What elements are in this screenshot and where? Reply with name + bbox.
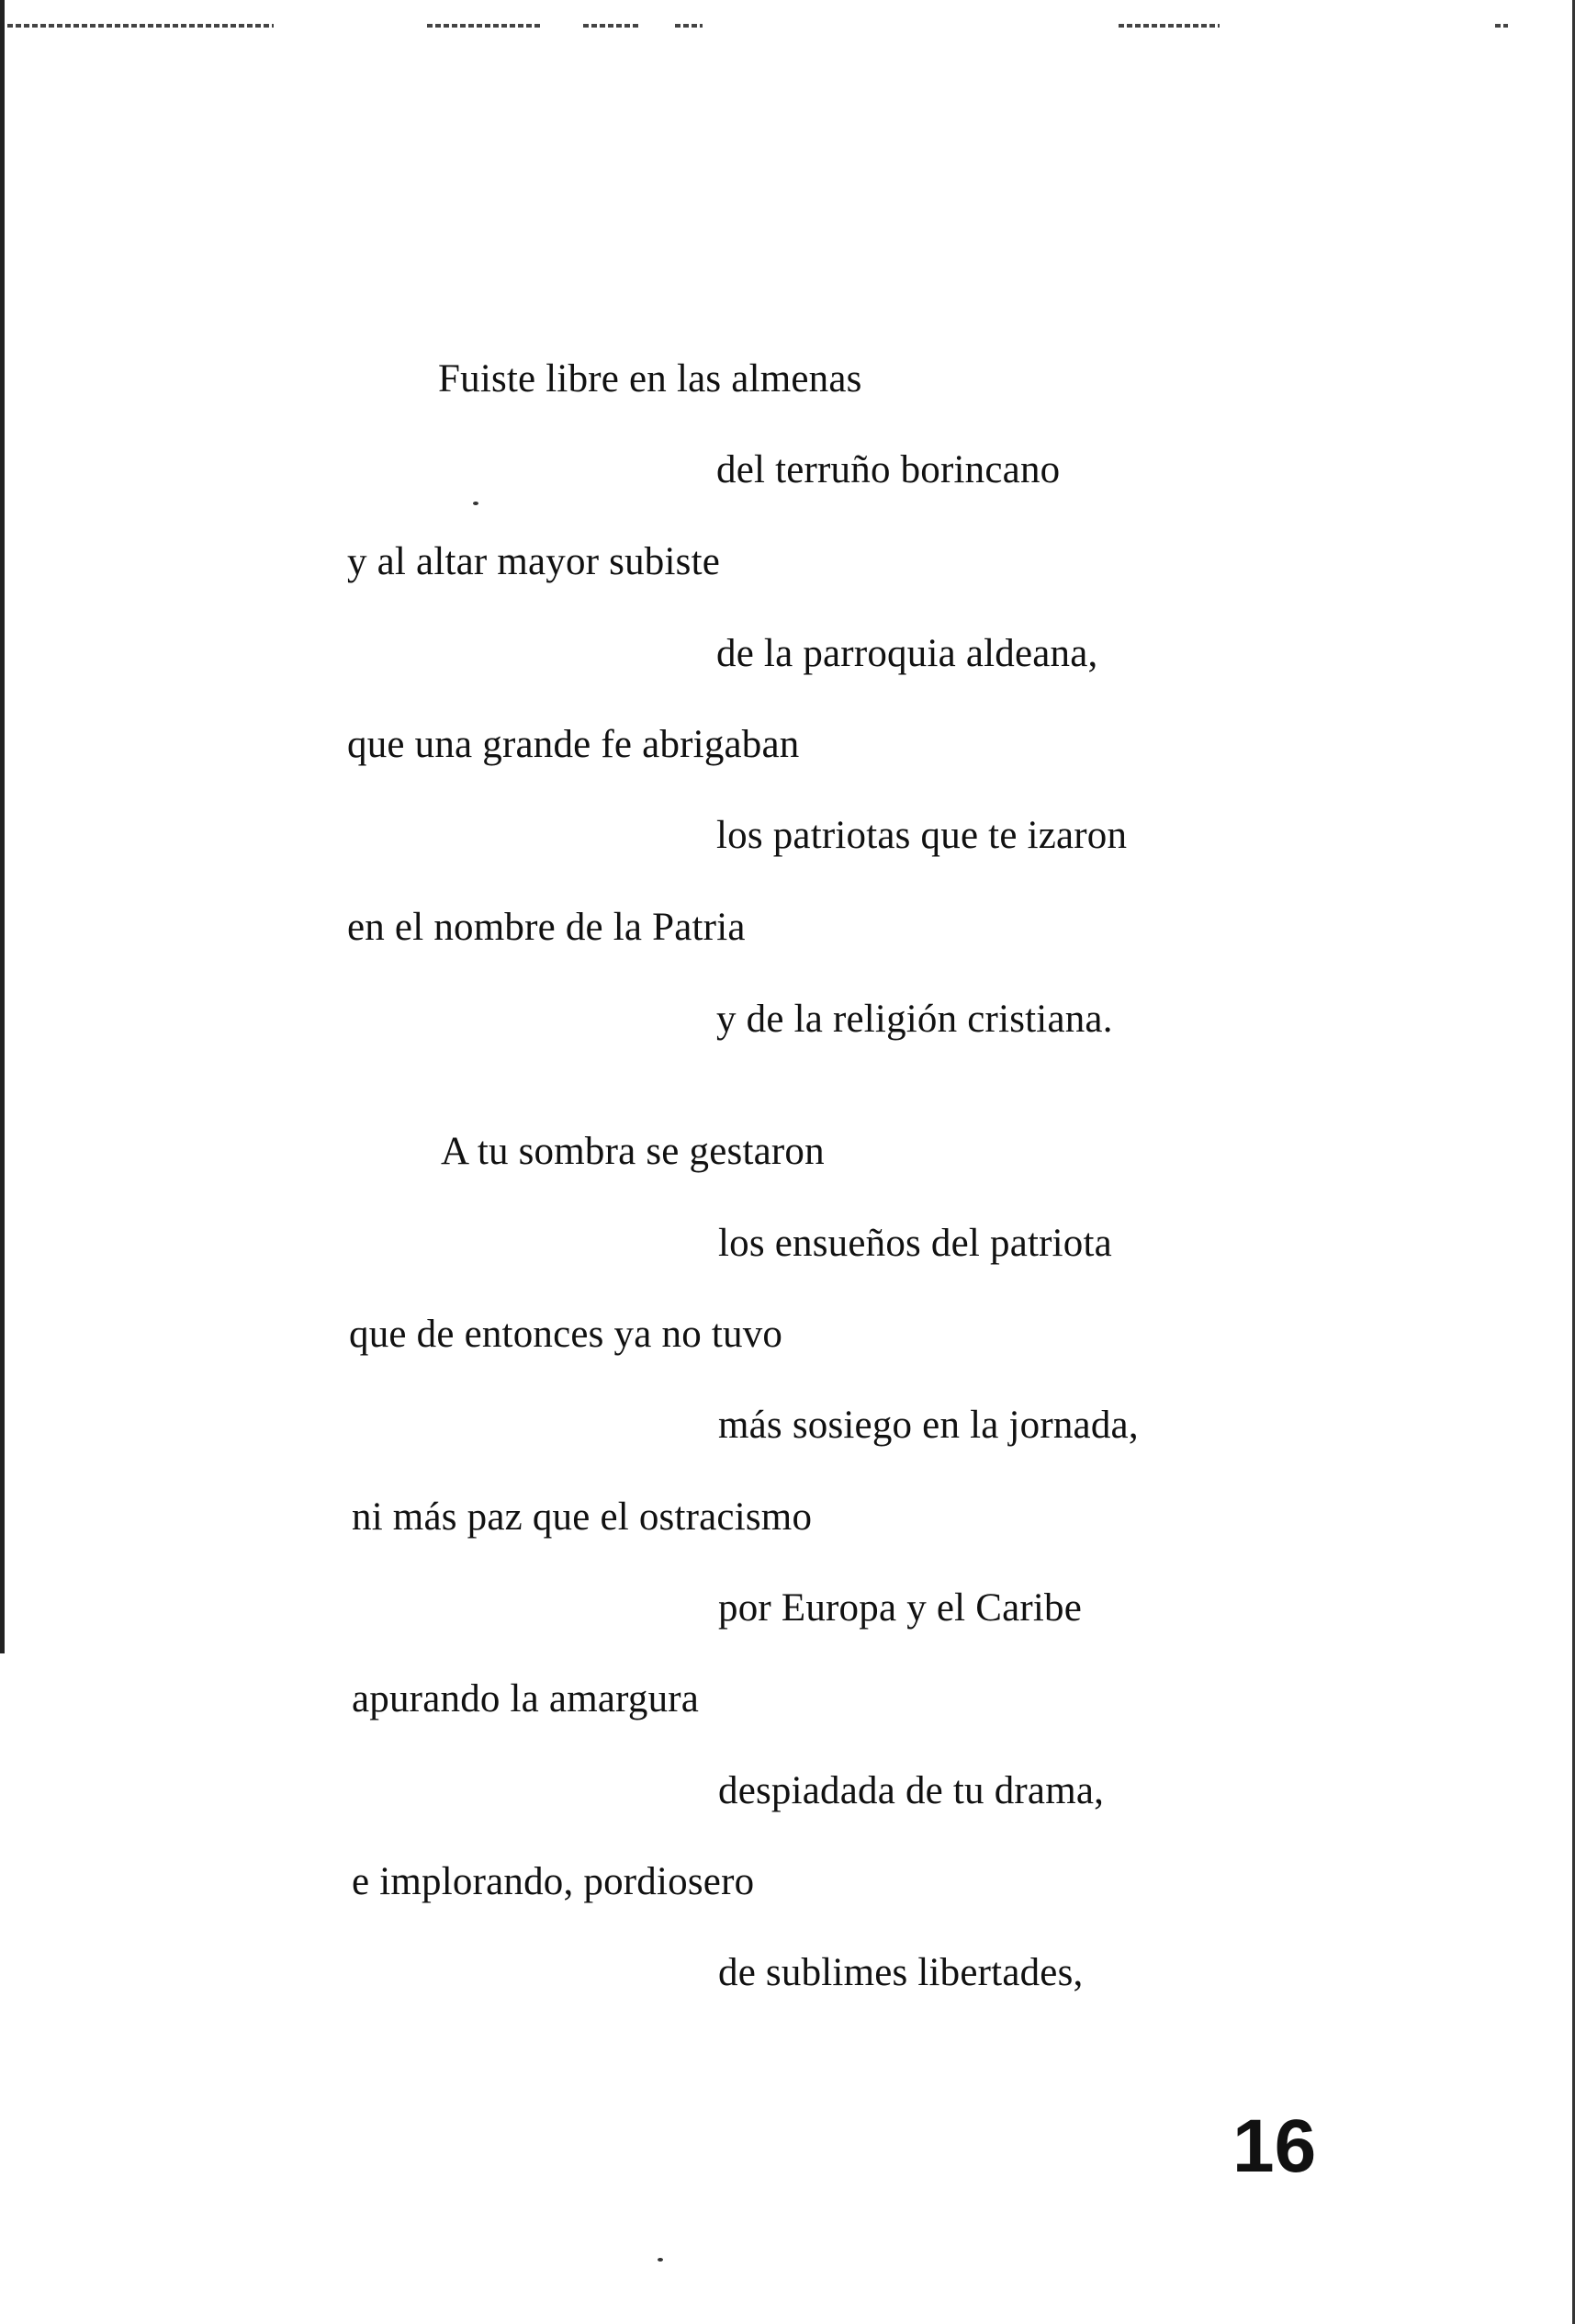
verse-line: que de entonces ya no tuvo [349, 1313, 783, 1356]
verse-line: en el nombre de la Patria [347, 906, 746, 949]
verse-line: e implorando, pordiosero [352, 1860, 755, 1903]
scan-speck [473, 502, 478, 505]
verse-line: de sublimes libertades, [718, 1951, 1084, 1994]
scan-artifact [427, 24, 542, 28]
scan-artifact [1119, 24, 1220, 28]
verse-line: que una grande fe abrigaban [347, 723, 800, 766]
verse-line: más sosiego en la jornada, [718, 1404, 1139, 1447]
verse-line: A tu sombra se gestaron [441, 1130, 825, 1173]
verse-line: apurando la amargura [352, 1677, 700, 1720]
verse-line: por Europa y el Caribe [718, 1586, 1083, 1630]
verse-line: de la parroquia aldeana, [716, 632, 1098, 675]
scan-right-edge [1572, 0, 1575, 2324]
page-number: 16 [1232, 2104, 1317, 2188]
verse-line: ni más paz que el ostracismo [352, 1495, 813, 1539]
verse-line: del terruño borincano [716, 448, 1061, 491]
verse-line: despiadada de tu drama, [718, 1769, 1105, 1812]
verse-line: los ensueños del patriota [718, 1222, 1112, 1265]
verse-line: y al altar mayor subiste [347, 540, 721, 583]
scan-artifact [675, 24, 703, 28]
scan-artifact [7, 24, 274, 28]
verse-line: los patriotas que te izaron [716, 814, 1128, 857]
verse-line: Fuiste libre en las almenas [438, 357, 862, 400]
verse-line: y de la religión cristiana. [716, 998, 1113, 1041]
scan-artifact [583, 24, 638, 28]
scan-left-edge [0, 0, 5, 1653]
scan-speck [658, 2258, 663, 2262]
scan-artifact [1495, 24, 1508, 28]
